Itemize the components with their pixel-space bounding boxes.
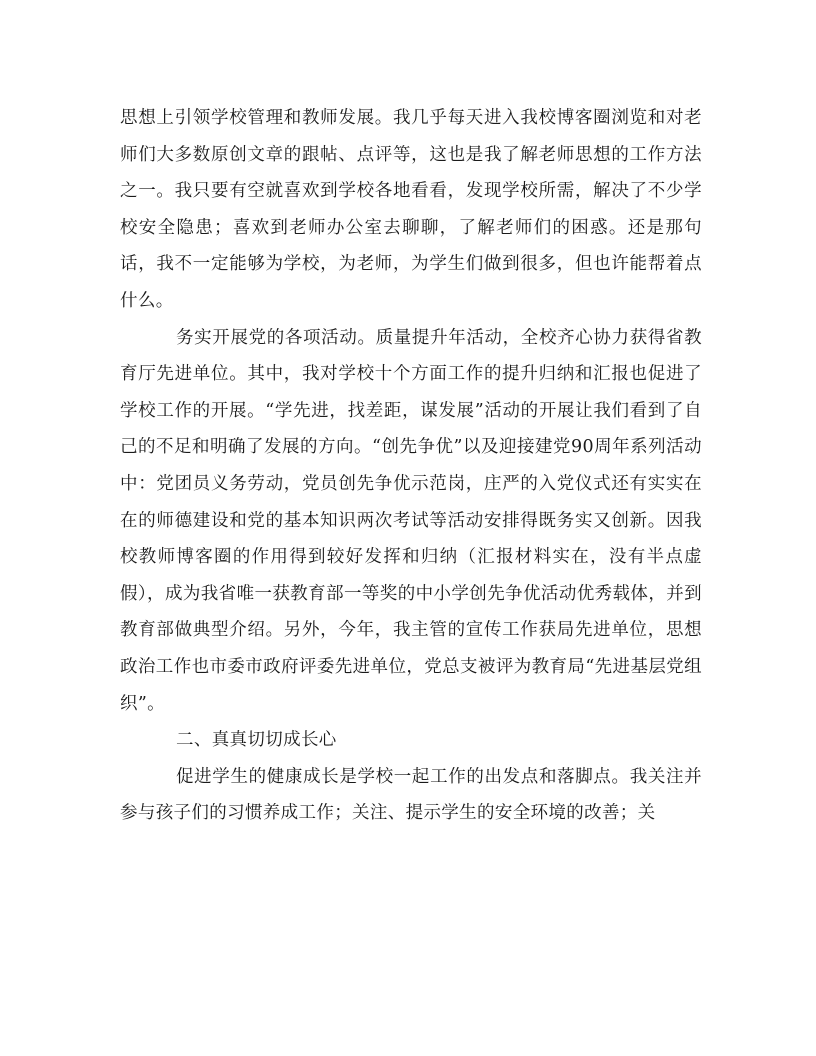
section-heading: 二、真真切切成长心 xyxy=(176,730,337,751)
paragraph-student-growth: 促进学生的健康成长是学校一起工作的出发点和落脚点。我关注并参与孩子们的习惯养成工作；关注、提示学生的安全环境的改善；关 xyxy=(120,766,702,824)
paragraph-continuation: 思想上引领学校管理和教师发展。我几乎每天进入我校博客圈浏览和对老师们大多数原创文章的跟帖、点评等，这也是我了解老师思想的工作方法之一。我只要有空就喜欢到学校各地看看，发现学校所需，解决了不少学校安全隐患；喜欢到老师办公室去聊聊，了解老师们的困惑。还是那句话，我不一定能够为学校，为老师，为学生们做到很多，但也许能帮着点什么。 xyxy=(120,108,702,311)
document-body xyxy=(120,100,702,832)
paragraph-party-activities: 务实开展党的各项活动。质量提升年活动，全校齐心协力获得省教育厅先进单位。其中，我对学校十个方面工作的提升归纳和汇报也促进了学校工作的开展。“学先进，找差距，谋发展”活动的开展让我们看到了自己的不足和明确了发展的方向。“创先争优”以及迎接建党90周年系列活动中：党团员义务劳动，党员创先争优示范岗，庄严的入党仪式还有实实在在的师德建设和党的基本知识两次考试等活动安排得既务实又创新。因我校教师博客圈的作用得到较好发挥和归纳（汇报材料实在，没有半点虚假），成为我省唯一获教育部一等奖的中小学创先争优活动优秀载体，并到教育部做典型介绍。另外，今年，我主管的宣传工作获局先进单位，思想政治工作也市委市政府评委先进单位，党总支被评为教育局“先进基层党组织”。 xyxy=(120,327,702,714)
